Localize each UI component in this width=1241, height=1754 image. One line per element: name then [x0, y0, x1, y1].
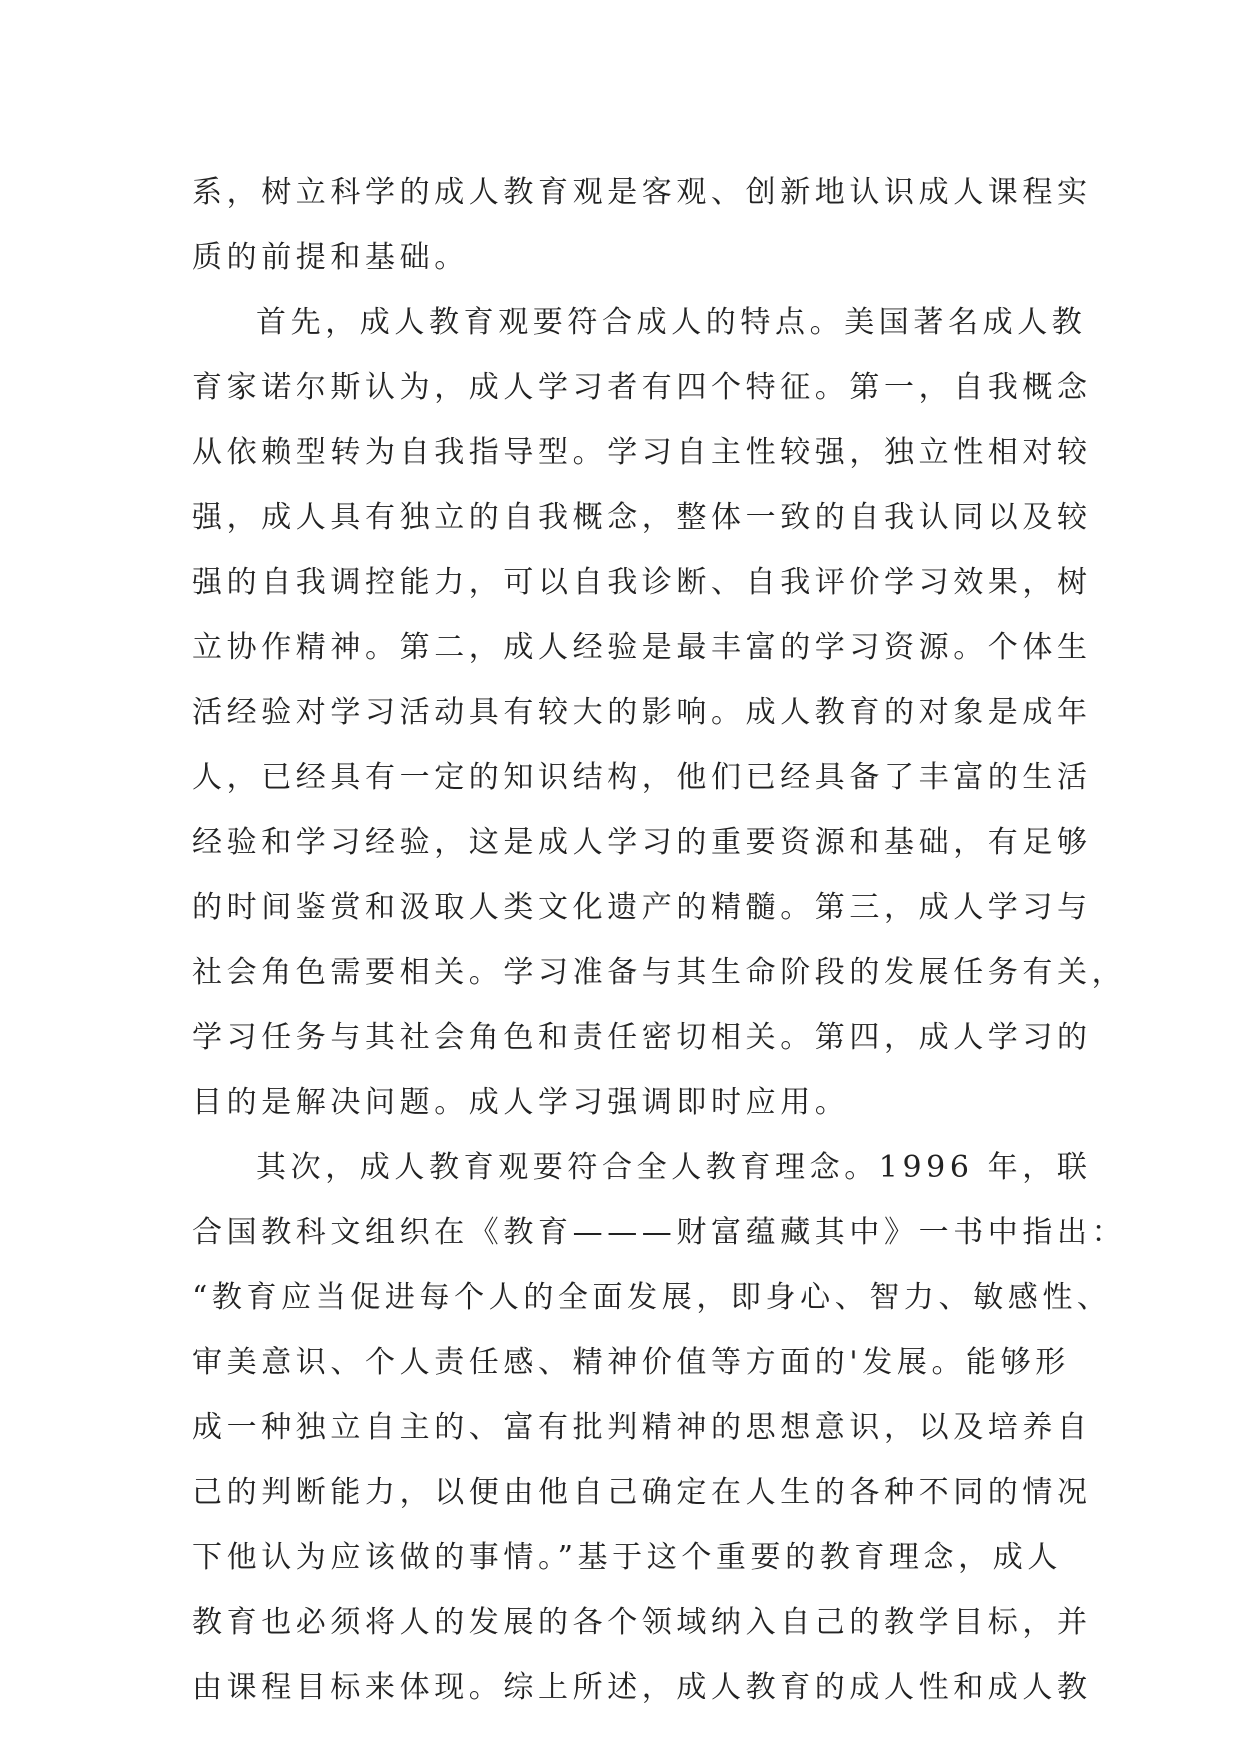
text-line: 从依赖型转为自我指导型。学习自主性较强，独立性相对较 [192, 435, 1092, 470]
text-line: 首先，成人教育观要符合成人的特点。美国著名成人教 [256, 305, 1087, 340]
text-line: “教育应当促进每个人的全面发展，即身心、智力、敏感性、 [192, 1280, 1112, 1315]
text-line: 立协作精神。第二，成人经验是最丰富的学习资源。个体生 [192, 630, 1092, 665]
text-line: 下他认为应该做的事情。”基于这个重要的教育理念，成人 [192, 1540, 1062, 1575]
text-line: 审美意识、个人责任感、精神价值等方面的'发展。能够形 [192, 1345, 1070, 1380]
text-line: 育家诺尔斯认为，成人学习者有四个特征。第一，自我概念 [192, 370, 1092, 405]
text-line: 社会角色需要相关。学习准备与其生命阶段的发展任务有关， [192, 955, 1127, 990]
text-line: 质的前提和基础。 [192, 240, 469, 275]
body-text [192, 160, 1127, 1720]
text-line: 人，已经具有一定的知识结构，他们已经具备了丰富的生活 [192, 760, 1092, 795]
text-line: 强，成人具有独立的自我概念，整体一致的自我认同以及较 [192, 500, 1092, 535]
text-line: 目的是解决问题。成人学习强调即时应用。 [192, 1085, 850, 1120]
text-line: 活经验对学习活动具有较大的影响。成人教育的对象是成年 [192, 695, 1092, 730]
text-line: 系，树立科学的成人教育观是客观、创新地认识成人课程实 [192, 175, 1092, 210]
text-line: 强的自我调控能力，可以自我诊断、自我评价学习效果，树 [192, 565, 1092, 600]
text-line: 合国教科文组织在《教育———财富蕴藏其中》一书中指出： [192, 1215, 1127, 1250]
text-line: 教育也必须将人的发展的各个领域纳入自己的教学目标，并 [192, 1605, 1092, 1640]
text-line: 的时间鉴赏和汲取人类文化遗产的精髓。第三，成人学习与 [192, 890, 1092, 925]
text-line: 成一种独立自主的、富有批判精神的思想意识，以及培养自 [192, 1410, 1092, 1445]
text-line: 由课程目标来体现。综上所述，成人教育的成人性和成人教 [192, 1670, 1092, 1705]
text-line: 学习任务与其社会角色和责任密切相关。第四，成人学习的 [192, 1020, 1092, 1055]
text-line: 经验和学习经验，这是成人学习的重要资源和基础，有足够 [192, 825, 1092, 860]
text-line: 其次，成人教育观要符合全人教育理念。1996 年，联 [256, 1150, 1092, 1185]
text-line: 己的判断能力，以便由他自己确定在人生的各种不同的情况 [192, 1475, 1092, 1510]
